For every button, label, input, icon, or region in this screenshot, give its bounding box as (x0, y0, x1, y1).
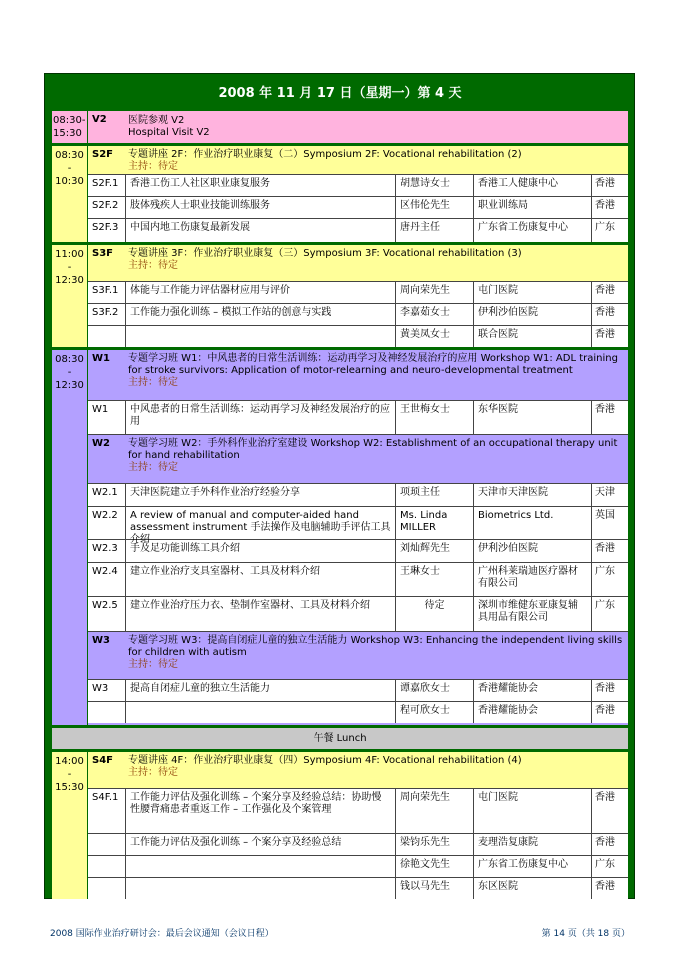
table-row (88, 218, 628, 242)
session-header (88, 146, 628, 174)
time-dash: - (67, 769, 72, 780)
talk-org: 伊利沙伯医院 (474, 304, 592, 325)
session-title: 专题学习班 W3：提高自闭症儿童的独立生活能力 Workshop W3: Enhancing the independent living skills for children with autism (128, 635, 623, 658)
talk-org: 东华医院 (474, 401, 592, 434)
time-start: 14:00 (55, 756, 84, 767)
table-row (88, 400, 628, 434)
talk-region: 香港 (595, 329, 615, 340)
talk-id: W2.3 (88, 540, 126, 562)
table-row (88, 303, 628, 325)
session-code: W3 (92, 635, 110, 646)
session-time (52, 245, 88, 347)
talk-speaker: 胡慧诗女士 (396, 175, 474, 196)
talk-org: 职业训练局 (474, 197, 592, 218)
talk-speaker: 王琳女士 (396, 563, 474, 596)
talk-region: 香港 (595, 200, 615, 211)
talk-speaker: 李嘉茹女士 (396, 304, 474, 325)
session-time (52, 146, 88, 242)
talk-topic (126, 856, 396, 877)
talk-topic: A review of manual and computer-aided hand assessment instrument 手法操作及电脑辅助手评估工具介绍 (126, 507, 396, 539)
talk-org: 深圳市维健东亚康复辅具用品有限公司 (474, 597, 592, 631)
table-row (88, 483, 628, 506)
talk-region: 香港 (595, 307, 615, 318)
talk-region: 香港 (595, 837, 615, 848)
talk-topic: 工作能力评估及强化训练 – 个案分享及经验总结 (126, 834, 396, 855)
talk-id (88, 702, 126, 723)
schedule-table (52, 80, 628, 899)
talk-topic: 香港工伤工人社区职业康复服务 (126, 175, 396, 196)
table-row (88, 596, 628, 631)
talk-speaker: 徐艳文先生 (396, 856, 474, 877)
talk-topic: 工作能力强化训练 – 模拟工作站的创意与实践 (126, 304, 396, 325)
talk-region: 香港 (595, 705, 615, 716)
talk-org: 屯门医院 (474, 789, 592, 833)
table-row (88, 833, 628, 855)
talk-id: W2.4 (88, 563, 126, 596)
time-end: 10:30 (55, 176, 84, 187)
talk-id: S2F.3 (88, 219, 126, 242)
table-row (88, 325, 628, 347)
session-time (52, 752, 88, 899)
table-row (88, 539, 628, 562)
talk-speaker: Ms. Linda MILLER (396, 507, 474, 539)
talk-topic (126, 878, 396, 899)
talk-org: 香港工人健康中心 (474, 175, 592, 196)
talk-id: W2.1 (88, 484, 126, 506)
talk-id: W1 (88, 401, 126, 434)
talk-org: 广州科莱瑞迪医疗器材有限公司 (474, 563, 592, 596)
time-end: 12:30 (55, 275, 84, 286)
talk-region: 香港 (595, 881, 615, 892)
table-row (88, 506, 628, 545)
session-title-en: Hospital Visit V2 (128, 127, 210, 138)
talk-region: 广东 (595, 600, 615, 611)
talk-id: S3F.1 (88, 282, 126, 303)
talk-speaker: 区伟伦先生 (396, 197, 474, 218)
session-title: 专题讲座 4F：作业治疗职业康复（四）Symposium 4F: Vocational rehabilitation (4) (128, 755, 522, 766)
table-row (88, 281, 628, 303)
talk-region: 天津 (595, 487, 615, 498)
talk-id: W2.5 (88, 597, 126, 631)
talk-org: 麦理浩复康院 (474, 834, 592, 855)
talk-speaker: 唐丹主任 (396, 219, 474, 242)
session-code: S2F (92, 149, 113, 160)
table-row (88, 855, 628, 877)
session-time: 08:30-15:30 (52, 111, 88, 143)
talk-id: W2.2 (88, 507, 126, 539)
table-row (88, 562, 628, 596)
talk-id (88, 834, 126, 855)
workshop-w1-header (88, 350, 628, 400)
talk-org: Biometrics Ltd. (474, 507, 592, 539)
talk-org: 广东省工伤康复中心 (474, 219, 592, 242)
talk-id (88, 856, 126, 877)
session-s2f (52, 143, 628, 242)
talk-org: 香港耀能协会 (474, 680, 592, 701)
time-start: 08:30 (55, 354, 84, 365)
talk-speaker: 梁钧乐先生 (396, 834, 474, 855)
time-dash: - (67, 163, 72, 174)
talk-topic: 天津医院建立手外科作业治疗经验分享 (126, 484, 396, 506)
session-header (88, 245, 628, 281)
session-code: W2 (92, 438, 110, 449)
talk-speaker: 项顼主任 (396, 484, 474, 506)
talk-topic (126, 326, 396, 347)
workshop-w3-header (88, 631, 628, 679)
talk-org: 联合医院 (474, 326, 592, 347)
talk-topic: 提高自闭症儿童的独立生活能力 (126, 680, 396, 701)
talk-id: S3F.2 (88, 304, 126, 325)
time-start: 11:00 (55, 249, 84, 260)
talk-topic: 体能与工作能力评估器材应用与评价 (126, 282, 396, 303)
session-code: W1 (92, 353, 110, 364)
talk-id (88, 878, 126, 899)
time-dash: - (67, 262, 72, 273)
session-code: S3F (92, 248, 113, 259)
session-chair: 主持：待定 (128, 767, 178, 778)
talk-topic: 中风患者的日常生活训练：运动再学习及神经发展治疗的应用 (126, 401, 396, 434)
talk-topic: 手及足功能训练工具介绍 (126, 540, 396, 562)
time-end: 12:30 (55, 380, 84, 391)
talk-region: 香港 (595, 792, 615, 803)
talk-region: 香港 (595, 404, 615, 415)
session-time (52, 350, 88, 725)
talk-org: 广东省工伤康复中心 (474, 856, 592, 877)
session-chair: 主持：待定 (128, 659, 178, 670)
talk-speaker: 刘灿辉先生 (396, 540, 474, 562)
workshop-w2-header (88, 434, 628, 483)
session-chair: 主持：待定 (128, 462, 178, 473)
session-title: 专题讲座 3F：作业治疗职业康复（三）Symposium 3F: Vocational rehabilitation (3) (128, 248, 522, 259)
talk-speaker: 黄美凤女士 (396, 326, 474, 347)
talk-region: 香港 (595, 178, 615, 189)
session-code: S4F (92, 755, 113, 766)
talk-region: 英国 (595, 510, 615, 521)
talk-speaker: 待定 (396, 597, 474, 631)
session-workshops (52, 347, 628, 725)
session-header (88, 752, 628, 788)
talk-region: 香港 (595, 543, 615, 554)
table-row (88, 679, 628, 701)
talk-topic: 建立作业治疗压力衣、垫制作室器材、工具及材料介绍 (126, 597, 396, 631)
talk-topic: 建立作业治疗支具室器材、工具及材料介绍 (126, 563, 396, 596)
talk-org: 伊利沙伯医院 (474, 540, 592, 562)
table-row (88, 877, 628, 899)
talk-org: 天津市天津医院 (474, 484, 592, 506)
session-s3f (52, 242, 628, 347)
talk-speaker: 周向荣先生 (396, 282, 474, 303)
session-chair: 主持：待定 (128, 161, 178, 172)
session-chair: 主持：待定 (128, 260, 178, 271)
footer-left: 2008 国际作业治疗研讨会：最后会议通知（会议日程） (50, 929, 274, 939)
talk-speaker: 王世梅女士 (396, 401, 474, 434)
session-title: 专题讲座 2F：作业治疗职业康复（二）Symposium 2F: Vocational rehabilitation (2) (128, 149, 522, 160)
talk-topic: 工作能力评估及强化训练 – 个案分享及经验总结：协助慢性腰背痛患者重返工作 – 工作强化及个案管理 (126, 789, 396, 833)
talk-org: 东区医院 (474, 878, 592, 899)
day-title: 2008 年 11 月 17 日（星期一）第 4 天 (52, 80, 628, 108)
talk-id: S4F.1 (88, 789, 126, 833)
talk-region: 广东 (595, 222, 615, 233)
time-dash: - (67, 367, 72, 378)
talk-topic: 中国内地工伤康复最新发展 (126, 219, 396, 242)
talk-id (88, 326, 126, 347)
talk-speaker: 周向荣先生 (396, 789, 474, 833)
session-title-cn: 医院参观 V2 (128, 115, 185, 126)
table-row (88, 174, 628, 196)
footer-right: 第 14 页（共 18 页） (541, 929, 630, 939)
time-start: 08:30 (55, 150, 84, 161)
talk-region: 香港 (595, 285, 615, 296)
talk-topic: 肢体残疾人士职业技能训练服务 (126, 197, 396, 218)
talk-id: S2F.1 (88, 175, 126, 196)
session-chair: 主持：待定 (128, 377, 178, 388)
talk-speaker: 钱以马先生 (396, 878, 474, 899)
talk-speaker: 谭嘉欣女士 (396, 680, 474, 701)
talk-region: 广东 (595, 566, 615, 577)
talk-id: W3 (88, 680, 126, 701)
talk-region: 广东 (595, 859, 615, 870)
talk-speaker: 程可欣女士 (396, 702, 474, 723)
session-title: 专题学习班 W2：手外科作业治疗室建设 Workshop W2: Establishment of an occupational therapy unit for hand rehabilitation (128, 438, 618, 461)
session-code: V2 (92, 114, 107, 125)
session-title: 专题学习班 W1：中风患者的日常生活训练：运动再学习及神经发展治疗的应用 Workshop W1: ADL training for stroke survivors: Application of motor-relearning and neuro-developmental treatment (128, 353, 618, 376)
talk-org: 屯门医院 (474, 282, 592, 303)
talk-org: 香港耀能协会 (474, 702, 592, 723)
talk-id: S2F.2 (88, 197, 126, 218)
session-v2 (52, 108, 628, 143)
talk-topic (126, 702, 396, 723)
talk-region: 香港 (595, 683, 615, 694)
table-row (88, 701, 628, 723)
session-s4f (52, 749, 628, 899)
table-row (88, 196, 628, 218)
table-row (88, 788, 628, 833)
lunch-break: 午餐 Lunch (52, 725, 628, 749)
time-end: 15:30 (55, 782, 84, 793)
